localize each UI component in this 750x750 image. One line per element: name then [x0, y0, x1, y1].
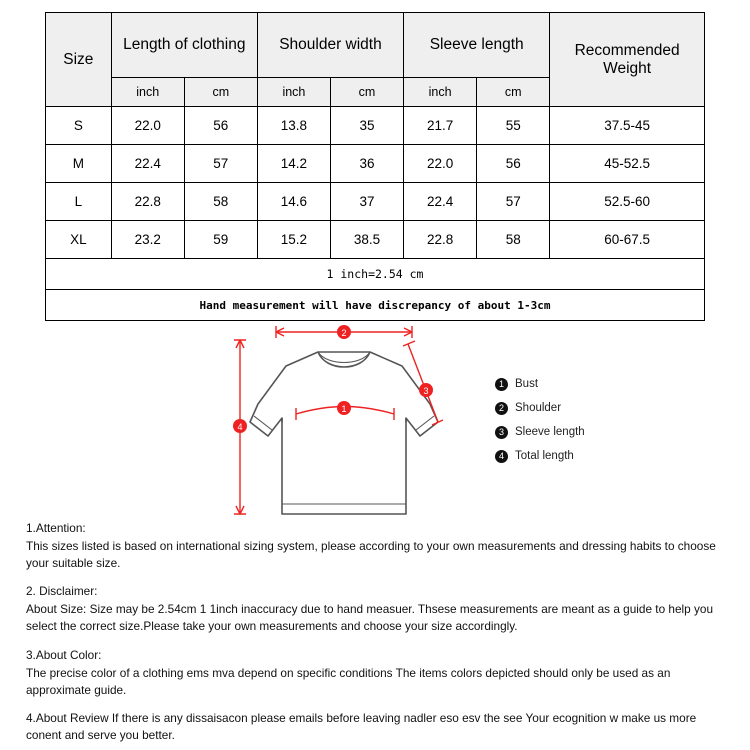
- cell-length-cm: 59: [184, 221, 257, 259]
- unit-length-inch: inch: [111, 78, 184, 107]
- table-row: [46, 107, 705, 145]
- cell-shoulder-cm: 37: [330, 183, 403, 221]
- table-footnote-row-conversion: [46, 259, 705, 290]
- legend-label-total-length: Total length: [515, 449, 574, 462]
- svg-text:1: 1: [341, 404, 347, 414]
- header-sleeve-length: Sleeve length: [404, 13, 550, 78]
- cuff-lines-icon: [254, 416, 434, 504]
- header-recommended-weight: Recommended Weight: [550, 13, 705, 107]
- diagram-legend: [495, 378, 585, 474]
- cell-sleeve-cm: 56: [477, 145, 550, 183]
- unit-sleeve-inch: inch: [404, 78, 477, 107]
- cell-shoulder-inch: 15.2: [257, 221, 330, 259]
- unit-sleeve-cm: cm: [477, 78, 550, 107]
- sweater-outline-icon: [250, 352, 438, 514]
- garment-measurement-diagram: [210, 318, 530, 528]
- table-row: [46, 221, 705, 259]
- cell-size: XL: [46, 221, 112, 259]
- cell-weight-kg: 60-67.5: [550, 221, 705, 259]
- legend-label-sleeve-length: Sleeve length: [515, 425, 585, 438]
- unit-shoulder-cm: cm: [330, 78, 403, 107]
- cell-sleeve-inch: 22.8: [404, 221, 477, 259]
- cell-size: M: [46, 145, 112, 183]
- footnote-hand-measurement: Hand measurement will have discrepancy of about 1-3cm: [46, 290, 705, 321]
- svg-text:4: 4: [237, 422, 243, 432]
- garment-svg: [210, 318, 530, 528]
- legend-label-bust: Bust: [515, 377, 539, 390]
- cell-sleeve-cm: 58: [477, 221, 550, 259]
- cell-size: L: [46, 183, 112, 221]
- legend-bullet-2-icon: 2: [495, 402, 508, 415]
- legend-item-sleeve-length: [495, 426, 585, 439]
- note-attention-body: This sizes listed is based on international sizing system, please according to your own measurements and dressing habits to choose your suitable size.: [26, 539, 716, 571]
- cell-weight-kg: 45-52.5: [550, 145, 705, 183]
- note-color-title: 3.About Color:: [26, 647, 102, 662]
- table-row: [46, 183, 705, 221]
- legend-item-bust: [495, 378, 585, 391]
- note-disclaimer-title: 2. Disclaimer:: [26, 584, 98, 599]
- legend-bullet-1-icon: 1: [495, 378, 508, 391]
- cell-shoulder-cm: 38.5: [330, 221, 403, 259]
- svg-text:2: 2: [341, 328, 347, 338]
- note-attention-title: 1.Attention:: [26, 521, 86, 535]
- cell-length-cm: 57: [184, 145, 257, 183]
- diagram-marker-total-length: [233, 419, 247, 433]
- cell-shoulder-inch: 13.8: [257, 107, 330, 145]
- cell-sleeve-inch: 22.4: [404, 183, 477, 221]
- note-review-body: 4.About Review If there is any dissaisacon please emails before leaving nadler eso esv the see Your ecognition w make us more conent and serve you better.: [26, 710, 697, 742]
- cell-shoulder-cm: 36: [330, 145, 403, 183]
- cell-weight-kg: 37.5-45: [550, 107, 705, 145]
- cell-sleeve-inch: 21.7: [404, 107, 477, 145]
- header-length-of-clothing: Length of clothing: [111, 13, 257, 78]
- footnote-inch-conversion: 1 inch=2.54 cm: [46, 259, 705, 290]
- diagram-marker-bust: [337, 401, 351, 415]
- cell-size: S: [46, 107, 112, 145]
- legend-bullet-3-icon: 3: [495, 426, 508, 439]
- notes-section: [26, 520, 732, 744]
- legend-label-shoulder: Shoulder: [515, 401, 562, 414]
- header-size: Size: [46, 13, 112, 107]
- size-chart-table-container: [45, 12, 705, 321]
- cell-length-inch: 22.8: [111, 183, 184, 221]
- svg-text:3: 3: [423, 386, 429, 396]
- unit-shoulder-inch: inch: [257, 78, 330, 107]
- cell-sleeve-inch: 22.0: [404, 145, 477, 183]
- diagram-marker-sleeve-length: [419, 383, 433, 397]
- table-header-row: [46, 13, 705, 78]
- cell-length-inch: 22.0: [111, 107, 184, 145]
- header-shoulder-width: Shoulder width: [257, 13, 403, 78]
- cell-sleeve-cm: 55: [477, 107, 550, 145]
- note-disclaimer-body: About Size: Size may be 2.54cm 1 1inch inaccuracy due to hand measuer. Thsese measurements are meant as a guide to help you select the correct size.Please take your own measurements and choose your size accordingly.: [26, 602, 714, 634]
- legend-item-total-length: [495, 450, 585, 463]
- table-row: [46, 145, 705, 183]
- cell-sleeve-cm: 57: [477, 183, 550, 221]
- cell-shoulder-inch: 14.2: [257, 145, 330, 183]
- cell-length-cm: 56: [184, 107, 257, 145]
- cell-shoulder-inch: 14.6: [257, 183, 330, 221]
- cell-length-inch: 22.4: [111, 145, 184, 183]
- diagram-marker-shoulder: [337, 325, 351, 339]
- size-chart-table: [45, 12, 705, 321]
- legend-item-shoulder: [495, 402, 585, 415]
- legend-bullet-4-icon: 4: [495, 450, 508, 463]
- cell-shoulder-cm: 35: [330, 107, 403, 145]
- cell-length-inch: 23.2: [111, 221, 184, 259]
- cell-weight-kg: 52.5-60: [550, 183, 705, 221]
- cell-length-cm: 58: [184, 183, 257, 221]
- measurement-arrows-icon: [234, 326, 443, 514]
- table-footnote-row-discrepancy: [46, 290, 705, 321]
- unit-length-cm: cm: [184, 78, 257, 107]
- note-color-body: The precise color of a clothing ems mva depend on specific conditions The items colors depicted should only be used as an approximate guide.: [26, 665, 671, 697]
